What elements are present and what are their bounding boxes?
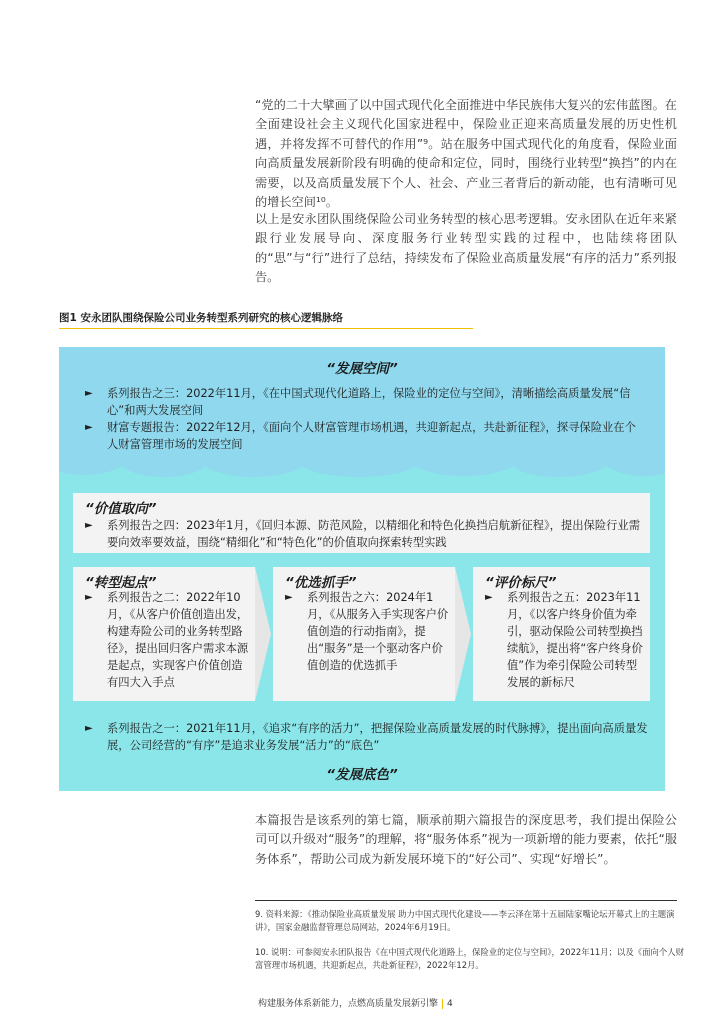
- header-value-orientation: “价值取向”: [85, 501, 157, 517]
- column-preferred-lever: [273, 567, 455, 701]
- header-development-foundation: “发展底色”: [326, 767, 398, 783]
- column-evaluation-yardstick: [473, 567, 650, 701]
- bullet-report-1: [73, 720, 653, 754]
- bullet-text: 系列报告之一：2021年11月，《追求“有序的活力”，把握保险业高质量发展的时代脉搏》，提出面向高质量发展，公司经营的“有序”是追求业务发展“活力”的“底色”: [107, 722, 648, 752]
- chevron-right-icon: [255, 567, 271, 701]
- logic-diagram: [59, 347, 665, 791]
- arrow-icon: ►: [485, 592, 493, 603]
- footnote-9: 9. 资料来源：《推动保险业高质量发展 助力中国式现代化建设——李云泽在第十五届陆家嘴论坛开幕式上的主题演讲》，国家金融监督管理总局网站，2024年6月19日。: [255, 909, 675, 932]
- arrow-icon: ►: [85, 520, 93, 531]
- footer-title: 构建服务体系新能力，点燃高质量发展新引擎: [258, 999, 439, 1009]
- figure-title-rule: [59, 328, 473, 329]
- bullet-text: 财富专题报告：2022年12月，《面向个人财富管理市场机遇，共迎新起点，共赴新征程》，探寻保险业在个人财富管理市场的发展空间: [107, 421, 636, 451]
- bullet-wealth-report: [73, 419, 643, 453]
- footnote-10: 10. 说明：可参阅安永团队报告《在中国式现代化道路上，保险业的定位与空间》，2022年11月；以及《面向个人财富管理市场机遇，共迎新起点，共赴新征程》，2022年12月。: [255, 947, 685, 970]
- arrow-icon: ►: [85, 422, 93, 433]
- bullet-text: 系列报告之六：2024年1月，《从服务入手实现客户价值创造的行动指南》，提出“服务”是一个驱动客户价值创造的优选抓手: [307, 591, 449, 672]
- arrow-icon: ►: [85, 388, 93, 399]
- page-footer: [258, 996, 453, 1009]
- header-development-space: “发展空间”: [326, 361, 398, 377]
- column-transformation-start: [73, 567, 255, 701]
- bullet-report-6: [273, 589, 449, 674]
- chevron-right-icon: [455, 567, 471, 701]
- footnote-rule: [255, 900, 677, 901]
- bullet-report-2: [73, 589, 249, 691]
- header-preferred-lever: “优选抓手”: [285, 575, 357, 591]
- bullet-report-5: [473, 589, 645, 691]
- bullet-report-3: [73, 385, 643, 419]
- summary-paragraph: 以上是安永团队围绕保险公司业务转型的核心思考逻辑。安永团队在近年来紧跟行业发展导向、深度服务行业转型实践的过程中，也陆续将团队的“思”与“行”进行了总结，持续发布了保险业高质量发展“有序的活力”系列报告。: [255, 212, 677, 285]
- value-orientation-box: [73, 493, 650, 553]
- header-transformation-start: “转型起点”: [85, 575, 157, 591]
- arrow-icon: ►: [85, 592, 93, 603]
- conclusion-paragraph: 本篇报告是该系列的第七篇，顺承前期六篇报告的深度思考，我们提出保险公司可以升级对“服务”的理解，将“服务体系”视为一项新增的能力要素，依托“服务体系”，帮助公司成为新发展环境下的“好公司”、实现“好增长”。: [255, 813, 677, 866]
- intro-paragraph: “党的二十大擘画了以中国式现代化全面推进中华民族伟大复兴的宏伟蓝图。在全面建设社会主义现代化国家进程中，保险业正迎来高质量发展的历史性机遇，并将发挥不可替代的作用”⁹。站在服务中国式现代化的角度看，保险业面向高质量发展新阶段有明确的使命和定位，同时，围绕行业转型“换挡”的内在需要，以及高质量发展下个人、社会、产业三者背后的新动能，也有清晰可见的增长空间¹⁰。: [255, 98, 677, 210]
- page-number: 4: [447, 999, 453, 1009]
- bullet-text: 系列报告之五：2023年11月，《以客户终身价值为牵引，驱动保险公司转型换挡续航》，提出将“客户终身价值”作为牵引保险公司转型发展的新标尺: [507, 591, 643, 689]
- arrow-icon: ►: [285, 592, 293, 603]
- header-evaluation-yardstick: “评价标尺”: [485, 575, 557, 591]
- arrow-icon: ►: [85, 723, 93, 734]
- bullet-text: 系列报告之二：2022年10月，《从客户价值创造出发，构建寿险公司的业务转型路径》，提出回归客户需求本源是起点，实现客户价值创造有四大入手点: [107, 591, 249, 689]
- bullet-text: 系列报告之四：2023年1月，《回归本源、防范风险，以精细化和特色化换挡启航新征程》，提出保险行业需要向效率要效益，围绕“精细化”和“特色化”的价值取向探索转型实践: [107, 519, 641, 549]
- bullet-report-4: [73, 517, 643, 551]
- footer-divider: [442, 999, 443, 1009]
- bullet-text: 系列报告之三：2022年11月，《在中国式现代化道路上，保险业的定位与空间》，清晰描绘高质量发展“信心”和两大发展空间: [107, 387, 631, 417]
- figure-title: 图1 安永团队围绕保险公司业务转型系列研究的核心逻辑脉络: [59, 312, 343, 324]
